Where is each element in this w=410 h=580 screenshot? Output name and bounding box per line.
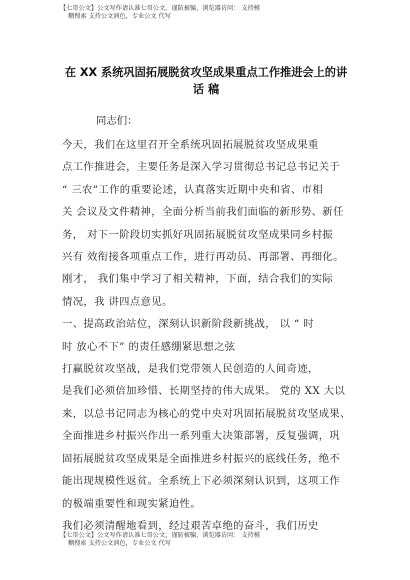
body-line: 能出现规模性返贫。全系统上下必须深刻认识到，这项工作 <box>62 475 341 488</box>
section-heading-line: 一、提高政治站位，深刻认识新阶段新挑战， 以 “ 时 <box>62 318 315 331</box>
document-body <box>62 134 358 537</box>
document-title <box>56 64 356 98</box>
body-line: 打赢脱贫攻坚战，是我们党带领人民创造的人间奇迹， <box>62 363 319 376</box>
body-line: 是我们必须倍加珍惜、长期坚持的伟大成果。 党的 XX 大以 <box>62 385 346 398</box>
body-line: 关 会议及文件精神，全面分析当前我们面临的新形势、新任 <box>62 206 344 219</box>
body-line: 兴有 效衔接各项重点工作，进行再动员、再部署、再细化。 <box>62 251 344 264</box>
greeting: 同志们： <box>96 115 138 127</box>
page-footer <box>60 532 360 548</box>
body-line: 刚才， 我们集中学习了相关精神，下面，结合我们的实际 <box>62 273 334 286</box>
body-line: 固拓展脱贫攻坚成果是全面推进乡村振兴的底线任务，绝不 <box>62 452 341 465</box>
title-line-2: 话 稿 <box>192 83 220 96</box>
title-line-1: 在 XX 系统巩固拓展脱贫攻坚成果重点工作推进会上的讲 <box>64 66 348 79</box>
body-line: 务， 对下一阶段切实抓好巩固拓展脱贫攻坚成果同乡村振 <box>62 228 334 241</box>
body-line: 的极端重要性和现实紧迫性。 <box>62 497 202 510</box>
page-header <box>60 5 360 21</box>
body-line: 今天，我们在这里召开全系统巩固拓展脱贫攻坚成果重 <box>62 139 319 151</box>
body-line: 点工作推进会，主要任务是深入学习贯彻总书记总书记关于 <box>62 161 341 174</box>
header-line-2: 糊搜索 支持公文润色，专业公文 代写 <box>68 13 171 20</box>
section-heading-line: 时 放心不下” 的责任感绷紧思想之弦 <box>62 340 236 353</box>
body-line: 来，以总书记同志为核心的党中央对巩固拓展脱贫攻坚成果、 <box>62 407 351 420</box>
header-line-1: 【七哥公文】公文写作请认准七哥公文，谨防被骗，浏览器访问： 支持模 <box>60 5 260 12</box>
body-line: “ 三农”工作的重要论述，认真落实近期中央和省、市相 <box>62 183 324 196</box>
footer-line-2: 糊搜索 支持公文润色，专业公文 代写 <box>68 540 171 547</box>
body-line: 情况，我 讲四点意见。 <box>62 295 173 308</box>
body-line: 我们必须清醒地看到，经过艰苦卓绝的奋斗，我们历史 <box>62 519 319 532</box>
body-line: 全面推进乡村振兴作出一系列重大决策部署，反复强调，巩 <box>62 430 341 443</box>
footer-line-1: 【七哥公文】公文写作请认准七哥公文，谨防被骗，浏览器访问： 支持模 <box>60 532 260 539</box>
